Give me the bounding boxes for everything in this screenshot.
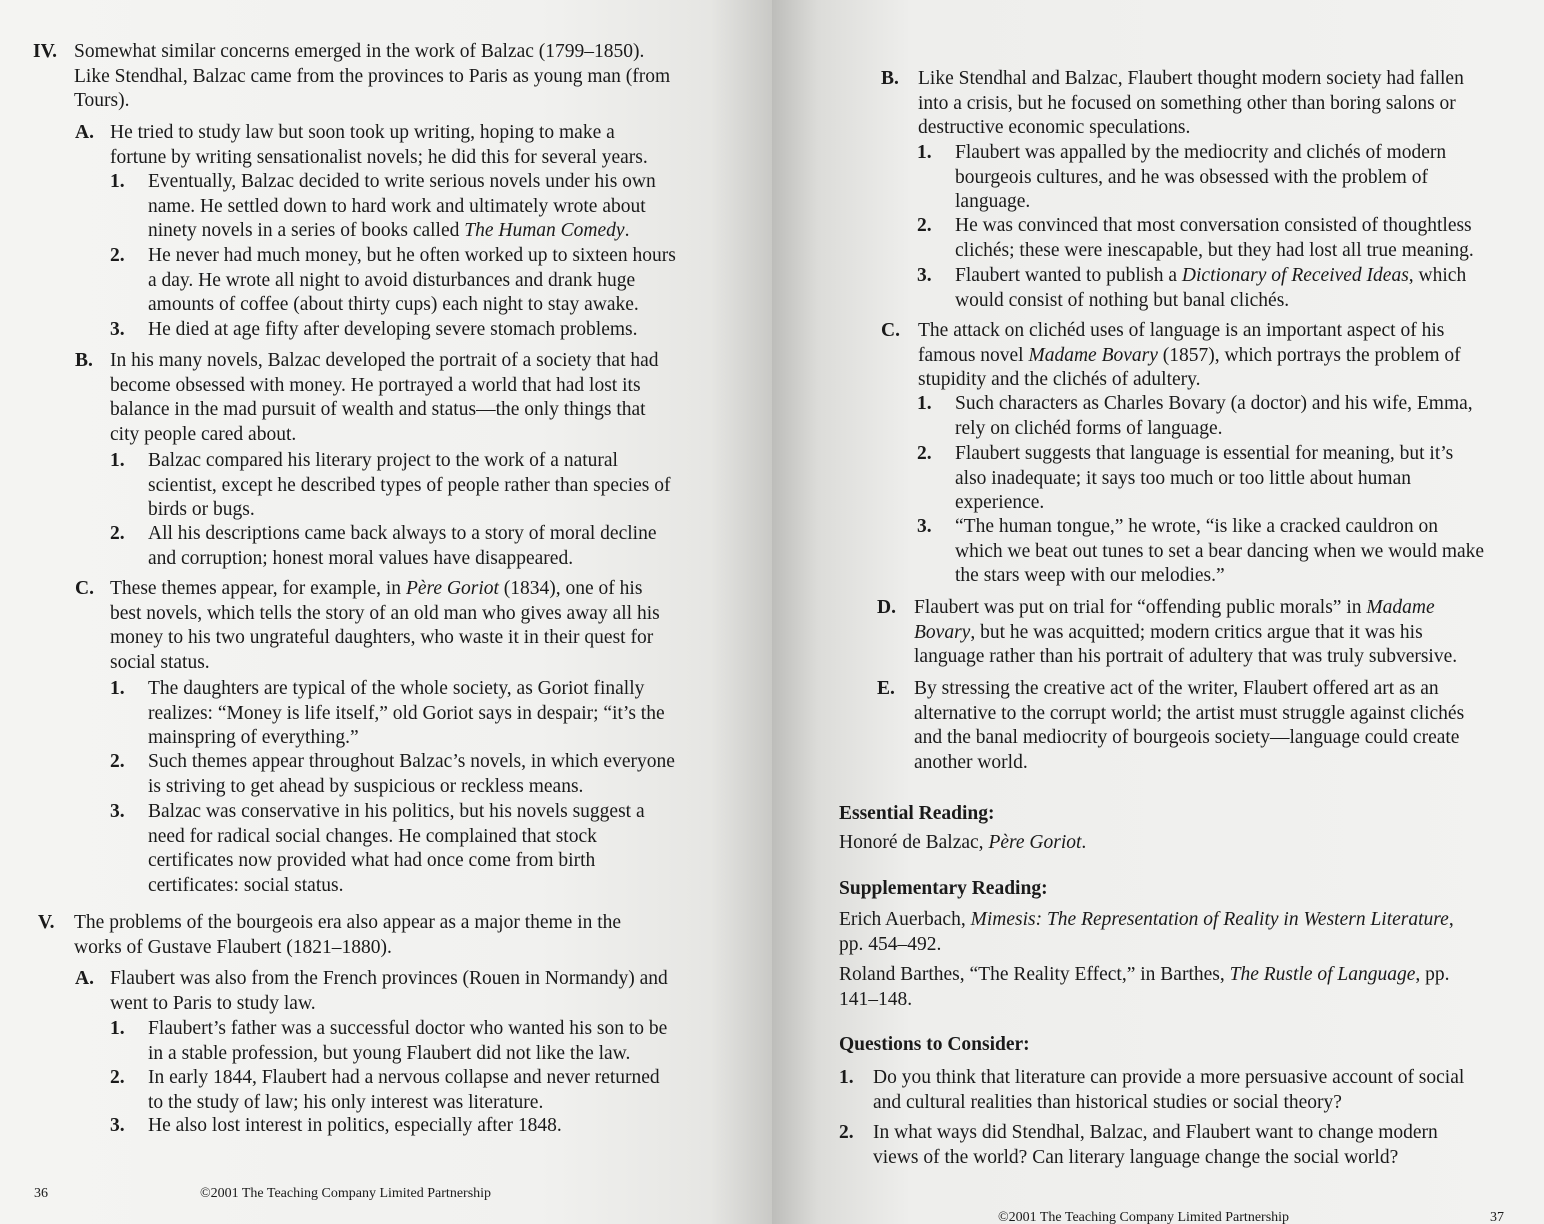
right-outline-label: E. <box>877 678 895 699</box>
right-text-line: also inadequate; it says too much or too little about human <box>955 467 1411 489</box>
essential-reading-heading: Essential Reading: <box>839 803 995 824</box>
right-text-line: stupidity and the clichés of adultery. <box>918 369 1201 390</box>
left-text-line: birds or bugs. <box>148 499 255 520</box>
right-outline-label: 1. <box>917 142 932 163</box>
left-text-line: realizes: “Money is life itself,” old Goriot says in despair; “it’s the <box>148 702 665 724</box>
left-text-line: Flaubert was also from the French provinces (Rouen in Normandy) and <box>110 968 668 989</box>
left-outline-label: 2. <box>110 523 125 544</box>
left-text-line: become obsessed with money. He portrayed a world that had lost its <box>110 374 641 396</box>
left-text-line: All his descriptions came back always to a story of moral decline <box>148 523 657 544</box>
right-outline-label: 3. <box>917 516 932 537</box>
right-outline-label: 1. <box>917 393 932 414</box>
left-text-line: a day. He wrote all night to avoid disturbances and drank huge <box>148 269 636 291</box>
right-text-line: alternative to the corrupt world; the artist must struggle against clichés <box>914 702 1465 724</box>
question-number: 2. <box>839 1122 854 1143</box>
right-text-line: experience. <box>955 492 1045 513</box>
left-text-line: He also lost interest in politics, especially after 1848. <box>148 1115 562 1136</box>
left-outline-label: A. <box>75 122 94 143</box>
left-text-line: These themes appear, for example, in Père Goriot (1834), one of his <box>110 578 643 599</box>
right-text-line: the stars weep with our melodies.” <box>955 565 1225 586</box>
left-text-line: certificates: social status. <box>148 874 344 896</box>
left-text-line: Eventually, Balzac decided to write serious novels under his own <box>148 171 656 192</box>
left-text-line: In his many novels, Balzac developed the portrait of a society that had <box>110 350 659 371</box>
right-text-line: bourgeois cultures, and he was obsessed with the problem of <box>955 166 1428 188</box>
left-text-line: ninety novels in a series of books called The Human Comedy. <box>148 220 630 241</box>
right-outline-label: B. <box>881 68 899 89</box>
left-outline-label: 3. <box>110 801 125 822</box>
right-text-line: Flaubert was appalled by the mediocrity and clichés of modern <box>955 142 1447 163</box>
left-text-line: Flaubert’s father was a successful doctor who wanted his son to be <box>148 1018 668 1039</box>
right-text-line: language rather than his portrait of adultery that was truly subversive. <box>914 646 1458 667</box>
right-outline-label: 3. <box>917 265 932 286</box>
essential-reading-text: Honoré de Balzac, Père Goriot. <box>839 832 1087 853</box>
left-text-line: In early 1844, Flaubert had a nervous collapse and never returned <box>148 1067 660 1088</box>
left-text-line: in a stable profession, but young Flaubert did not like the law. <box>148 1042 631 1064</box>
left-text-line: The daughters are typical of the whole society, as Goriot finally <box>148 678 645 699</box>
right-page <box>772 0 1544 1224</box>
left-text-line: Such themes appear throughout Balzac’s novels, in which everyone <box>148 751 675 772</box>
left-text-line: to the study of law; his only interest was literature. <box>148 1091 544 1113</box>
supplementary-reading-line: 141–148. <box>839 988 913 1010</box>
supplementary-reading-line: Roland Barthes, “The Reality Effect,” in Barthes, The Rustle of Language, pp. <box>839 964 1450 985</box>
right-text-line: language. <box>955 191 1031 212</box>
left-outline-label: B. <box>75 350 93 371</box>
left-text-line: Balzac compared his literary project to the work of a natural <box>148 450 618 471</box>
left-text-line: Like Stendhal, Balzac came from the provinces to Paris as young man (from <box>74 65 671 87</box>
left-outline-label: C. <box>75 578 94 599</box>
left-text-line: He died at age fifty after developing severe stomach problems. <box>148 319 638 340</box>
left-text-line: Balzac was conservative in his politics, but his novels suggest a <box>148 801 645 822</box>
right-text-line: The attack on clichéd uses of language is an important aspect of his <box>918 320 1445 341</box>
left-text-line: best novels, which tells the story of an old man who gives away all his <box>110 602 660 624</box>
right-text-line: Flaubert wanted to publish a Dictionary of Received Ideas, which <box>955 265 1467 286</box>
left-outline-label: 3. <box>110 1115 125 1136</box>
right-text-line: By stressing the creative act of the writer, Flaubert offered art as an <box>914 678 1439 699</box>
left-outline-label: V. <box>38 912 55 933</box>
left-text-line: amounts of coffee (about thirty cups) each night to stay awake. <box>148 294 639 315</box>
left-text-line: scientist, except he described types of people rather than species of <box>148 474 671 496</box>
right-outline-label: 2. <box>917 215 932 236</box>
left-text-line: is striving to get ahead by suspicious or reckless means. <box>148 775 584 797</box>
left-text-line: name. He settled down to hard work and ultimately wrote about <box>148 195 646 217</box>
right-outline-label: C. <box>881 320 900 341</box>
right-text-line: famous novel Madame Bovary (1857), which portrays the problem of <box>918 344 1461 366</box>
left-text-line: social status. <box>110 651 210 673</box>
right-outline-label: 2. <box>917 443 932 464</box>
left-outline-label: 1. <box>110 450 125 471</box>
left-outline-label: 2. <box>110 245 125 266</box>
question-text-line: In what ways did Stendhal, Balzac, and Flaubert want to change modern <box>873 1122 1438 1143</box>
page-number-right: 37 <box>1490 1210 1504 1224</box>
right-text-line: Like Stendhal and Balzac, Flaubert thought modern society had fallen <box>918 68 1464 89</box>
left-text-line: He tried to study law but soon took up writing, hoping to make a <box>110 122 615 143</box>
right-text-line: Such characters as Charles Bovary (a doctor) and his wife, Emma, <box>955 393 1473 414</box>
left-outline-label: IV. <box>33 41 58 62</box>
left-text-line: city people cared about. <box>110 423 297 445</box>
left-outline-label: 3. <box>110 319 125 340</box>
right-text-line: “The human tongue,” he wrote, “is like a cracked cauldron on <box>955 516 1438 537</box>
right-outline-label: D. <box>877 597 896 618</box>
question-number: 1. <box>839 1067 854 1088</box>
right-text-line: He was convinced that most conversation consisted of thoughtless <box>955 215 1472 236</box>
right-text-line: into a crisis, but he focused on something other than boring salons or <box>918 92 1456 114</box>
right-text-line: Flaubert was put on trial for “offending public morals” in Madame <box>914 597 1435 618</box>
left-text-line: mainspring of everything.” <box>148 727 359 748</box>
left-text-line: money to his two ungrateful daughters, who waste it in their quest for <box>110 627 654 648</box>
left-text-line: need for radical social changes. He complained that stock <box>148 825 597 847</box>
left-text-line: balance in the mad pursuit of wealth and status—the only things that <box>110 399 646 420</box>
right-text-line: Bovary, but he was acquitted; modern critics argue that it was his <box>914 621 1423 643</box>
copyright-right: ©2001 The Teaching Company Limited Partnership <box>998 1210 1290 1224</box>
right-text-line: another world. <box>914 751 1028 773</box>
left-outline-label: 1. <box>110 171 125 192</box>
right-text-line: Flaubert suggests that language is essential for meaning, but it’s <box>955 443 1454 464</box>
question-text-line: views of the world? Can literary language change the social world? <box>873 1146 1399 1168</box>
left-text-line: works of Gustave Flaubert (1821–1880). <box>74 936 392 958</box>
left-outline-label: 1. <box>110 1018 125 1039</box>
left-outline-label: 1. <box>110 678 125 699</box>
right-text-line: would consist of nothing but banal clichés. <box>955 289 1290 311</box>
left-text-line: The problems of the bourgeois era also appear as a major theme in the <box>74 912 622 933</box>
left-text-line: went to Paris to study law. <box>110 992 316 1014</box>
supplementary-reading-heading: Supplementary Reading: <box>839 878 1048 899</box>
copyright-left: ©2001 The Teaching Company Limited Partnership <box>200 1186 492 1201</box>
left-text-line: fortune by writing sensationalist novels; he did this for several years. <box>110 146 648 168</box>
left-text-line: certificates now provided what had once come from birth <box>148 850 596 871</box>
left-outline-label: 2. <box>110 751 125 772</box>
right-text-line: clichés; these were inescapable, but they had lost all true meaning. <box>955 239 1474 261</box>
left-text-line: He never had much money, but he often worked up to sixteen hours <box>148 245 676 266</box>
question-text-line: Do you think that literature can provide a more persuasive account of social <box>873 1067 1465 1088</box>
right-text-line: and the banal mediocrity of bourgeois society—language could create <box>914 727 1460 748</box>
left-text-line: Tours). <box>74 90 130 111</box>
question-text-line: and cultural realities than historical studies or social theory? <box>873 1091 1342 1113</box>
right-text-line: rely on clichéd forms of language. <box>955 417 1223 439</box>
left-outline-label: 2. <box>110 1067 125 1088</box>
supplementary-reading-line: pp. 454–492. <box>839 933 942 955</box>
right-text-line: destructive economic speculations. <box>918 117 1191 138</box>
left-outline-label: A. <box>75 968 94 989</box>
left-text-line: Somewhat similar concerns emerged in the work of Balzac (1799–1850). <box>74 41 645 62</box>
page-number-left: 36 <box>34 1186 48 1201</box>
right-text-line: which we beat out tunes to set a bear dancing when we would make <box>955 540 1485 562</box>
questions-heading: Questions to Consider: <box>839 1034 1030 1055</box>
supplementary-reading-line: Erich Auerbach, Mimesis: The Representation of Reality in Western Literature, <box>839 909 1454 930</box>
left-text-line: and corruption; honest moral values have disappeared. <box>148 547 574 569</box>
